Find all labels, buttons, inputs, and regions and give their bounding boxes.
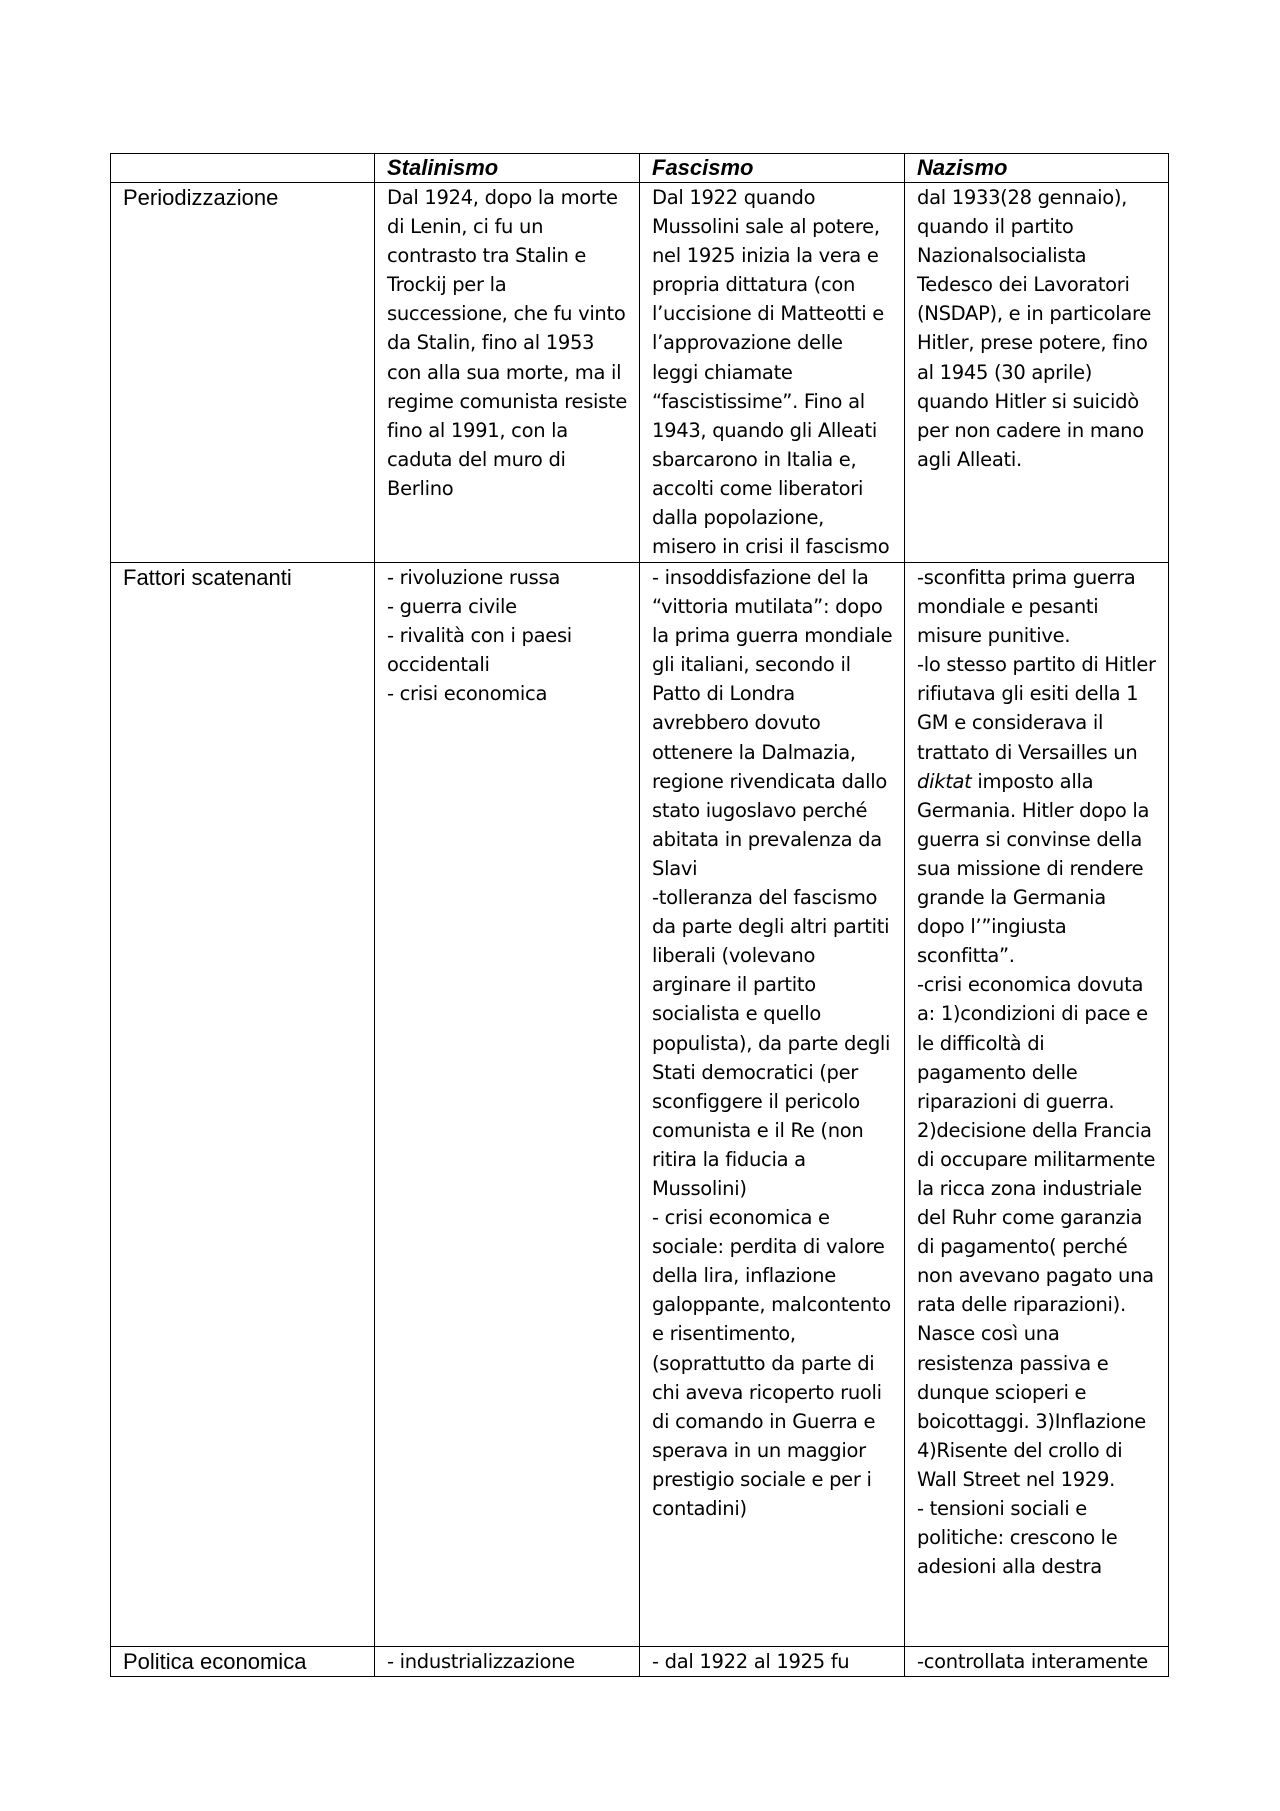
header-stalinismo: Stalinismo — [375, 154, 640, 183]
cell-politica-stalinismo — [375, 1647, 640, 1677]
table-row-politica-economica — [111, 1647, 1169, 1677]
list-item: -tolleranza del fascismo da parte degli altri partiti liberali (volevano arginare il partito socialista e quello populista), da parte degli Stati democratici (per sconfiggere il pericolo comunista e il Re (non ritira la fiducia a Mussolini) — [652, 886, 891, 1200]
cell-fattori-nazismo — [905, 563, 1169, 1647]
cell-politica-nazismo — [905, 1647, 1169, 1677]
list-item: - crisi economica e sociale: perdita di valore della lira, inflazione galoppante, malcontento e risentimento, (soprattutto da parte di chi aveva ricoperto ruoli di comando in Guerra e sperava in un maggior prestigio sociale e per i contadini) — [652, 1206, 891, 1520]
list-item: - guerra civile — [387, 595, 517, 619]
row-label-fattori-scatenanti: Fattori scatenanti — [111, 563, 375, 1647]
row-label-periodizzazione: Periodizzazione — [111, 183, 375, 563]
list-item: - crisi economica — [387, 682, 548, 706]
list-item: - rivalità con i paesi occidentali — [387, 624, 572, 677]
cell-periodizzazione-stalinismo — [375, 183, 640, 563]
cell-text: dal 1933(28 gennaio), quando il partito Nazionalsocialista Tedesco dei Lavoratori (NSDAP), e in particolare Hitler, prese potere, fino al 1945 (30 aprile) quando Hitler si suicidò per non cadere in mano agli Alleati. — [917, 186, 1152, 471]
header-row — [111, 154, 1169, 183]
text-run: -lo stesso partito di Hitler rifiutava gli esiti della 1 GM e considerava il trattato di Versailles un — [917, 653, 1156, 764]
header-fascismo: Fascismo — [640, 154, 905, 183]
table-row-fattori-scatenanti — [111, 563, 1169, 1647]
cell-politica-fascismo — [640, 1647, 905, 1677]
cell-fattori-stalinismo — [375, 563, 640, 1647]
list-item: - tensioni sociali e politiche: crescono le adesioni alla destra — [917, 1497, 1118, 1579]
cell-periodizzazione-fascismo — [640, 183, 905, 563]
cell-text: - industrializzazione — [387, 1650, 575, 1673]
cell-periodizzazione-nazismo — [905, 183, 1169, 563]
list-item: -sconfitta prima guerra mondiale e pesanti misure punitive. — [917, 566, 1136, 648]
list-item: -crisi economica dovuta a: 1)condizioni di pace e le difficoltà di pagamento delle riparazioni di guerra. 2)decisione della Francia di occupare militarmente la ricca zona industriale del Ruhr come garanzia di pagamento( perché non avevano pagato una rata delle riparazioni). Nasce così una resistenza passiva e dunque scioperi e boicottaggi. 3)Inflazione 4)Risente del crollo di Wall Street nel 1929. — [917, 973, 1156, 1491]
cell-text: Dal 1922 quando Mussolini sale al potere, nel 1925 inizia la vera e propria dittatura (con l’uccisione di Matteotti e l’approvazione delle leggi chiamate “fascistissime”. Fino al 1943, quando gli Alleati sbarcarono in Italia e, accolti come liberatori dalla popolazione, misero in crisi il fascismo — [652, 186, 890, 559]
list-item: - rivoluzione russa — [387, 566, 560, 589]
list-item — [917, 650, 1158, 970]
row-label-politica-economica: Politica economica — [111, 1647, 375, 1677]
cell-text: -controllata interamente — [917, 1650, 1148, 1673]
cell-fattori-fascismo — [640, 563, 905, 1647]
text-run: imposto alla Germania. Hitler dopo la guerra si convinse della sua missione di rendere grande la Germania dopo l’”ingiusta sconfitta”. — [917, 769, 1150, 968]
cell-text: - dal 1922 al 1925 fu — [652, 1650, 850, 1673]
text-run-italic: diktat — [917, 769, 972, 793]
list-item: - insoddisfazione del la “vittoria mutilata”: dopo la prima guerra mondiale gli italiani, secondo il Patto di Londra avrebbero dovuto ottenere la Dalmazia, regione rivendicata dallo stato iugoslavo perché abitata in prevalenza da Slavi — [652, 566, 893, 880]
header-empty — [111, 154, 375, 183]
header-nazismo: Nazismo — [905, 154, 1169, 183]
comparison-table — [110, 153, 1169, 1677]
table-row-periodizzazione — [111, 183, 1169, 563]
cell-text: Dal 1924, dopo la morte di Lenin, ci fu un contrasto tra Stalin e Trockij per la successione, che fu vinto da Stalin, fino al 1953 con alla sua morte, ma il regime comunista resiste fino al 1991, con la caduta del muro di Berlino — [387, 186, 628, 500]
